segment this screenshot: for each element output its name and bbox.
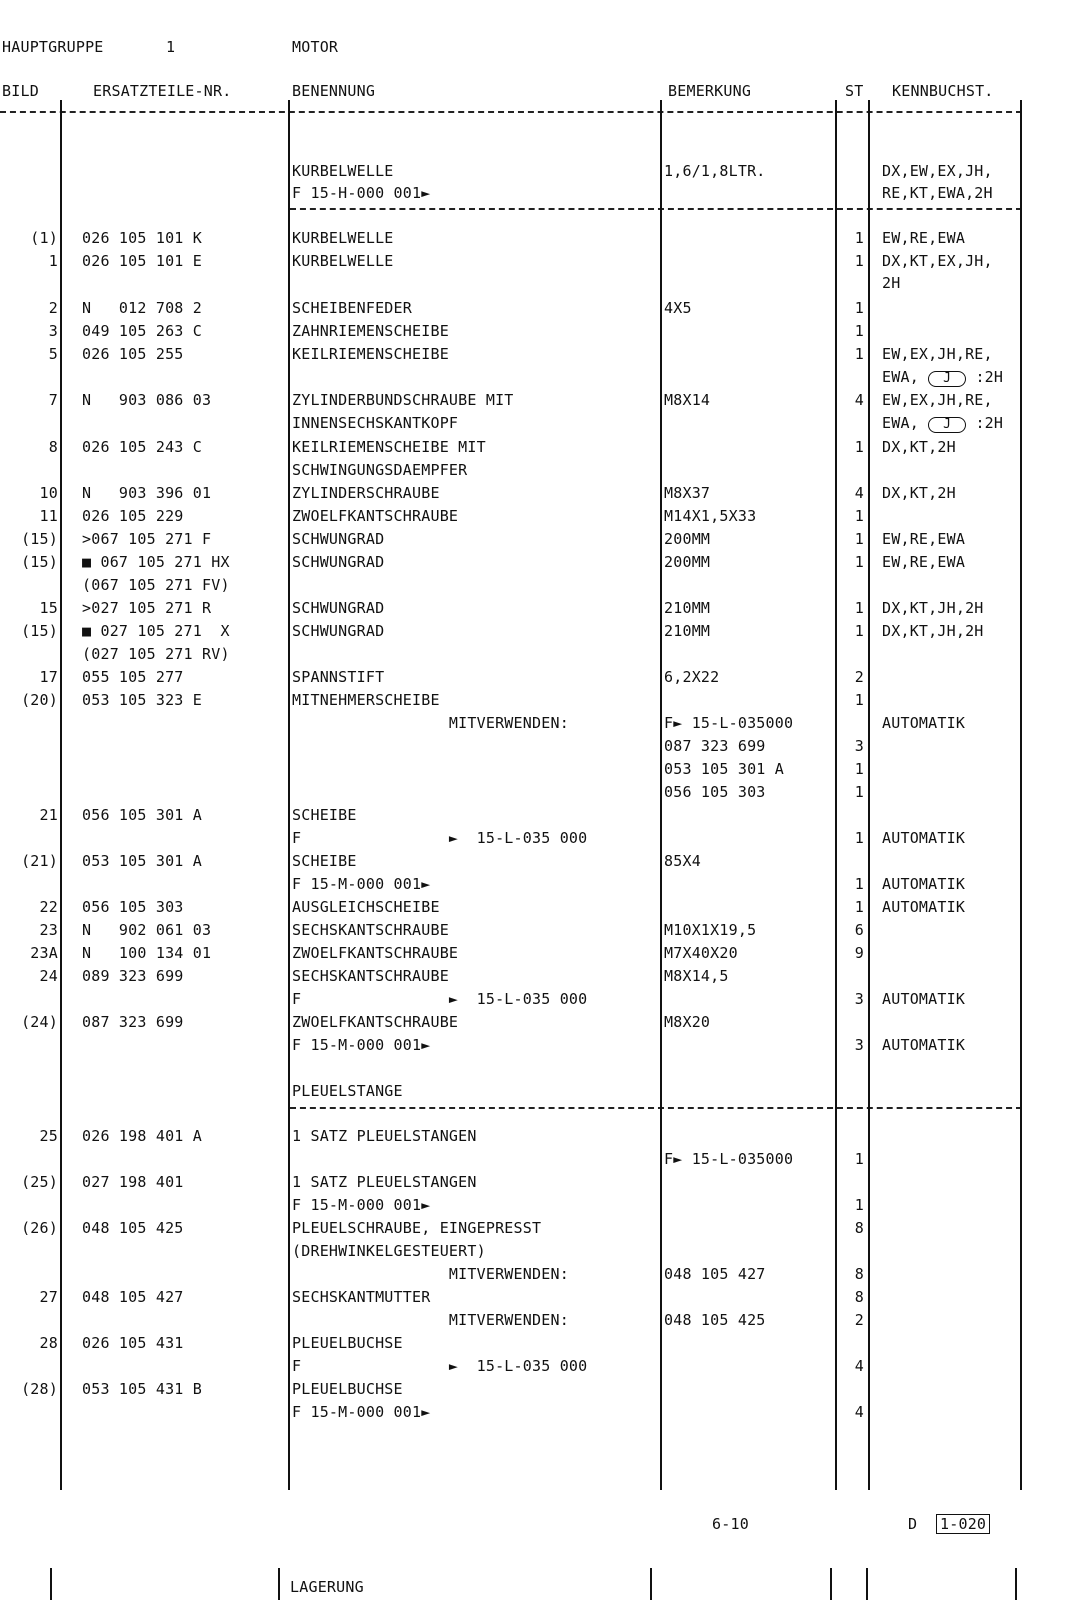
circled-letter-j: J	[928, 417, 966, 433]
cell-name: F 15-M-000 001►	[292, 1036, 431, 1054]
cell-name: 1 SATZ PLEUELSTANGEN	[292, 1127, 477, 1145]
cell-name: F 15-M-000 001►	[292, 875, 431, 893]
cell-name: ZWOELFKANTSCHRAUBE	[292, 507, 459, 525]
cell-kenn: RE,KT,EWA,2H	[882, 184, 993, 202]
group-label: HAUPTGRUPPE	[2, 38, 104, 56]
cell-kenn: DX,KT,JH,2H	[882, 599, 984, 617]
column-divider	[1020, 100, 1022, 1490]
cell-bild: 23A	[30, 944, 58, 962]
cell-part: ■ 067 105 271 HX	[82, 553, 230, 571]
cell-bem: M8X14,5	[664, 967, 729, 985]
cell-name: MITVERWENDEN:	[292, 1265, 569, 1283]
cell-bild: (28)	[21, 1380, 58, 1398]
cell-name: SCHWUNGRAD	[292, 599, 385, 617]
cell-name: ZWOELFKANTSCHRAUBE	[292, 944, 459, 962]
cell-bem: 210MM	[664, 622, 711, 640]
cell-bem: M8X14	[664, 391, 711, 409]
cell-bem: 210MM	[664, 599, 711, 617]
catalog-code-prefix: D	[908, 1515, 918, 1533]
cell-kenn: EW,RE,EWA	[882, 229, 966, 247]
cell-name: SCHWUNGRAD	[292, 622, 385, 640]
cell-kenn: EW,RE,EWA	[882, 530, 966, 548]
cell-name: ZWOELFKANTSCHRAUBE	[292, 1013, 459, 1031]
cell-st: 1	[854, 1150, 864, 1168]
circled-letter-j: J	[928, 371, 966, 387]
column-divider	[866, 1568, 868, 1600]
cell-kenn: DX,EW,EX,JH,	[882, 162, 993, 180]
cell-bild: 22	[39, 898, 58, 916]
cell-part: 026 105 255	[82, 345, 184, 363]
cell-name: MITVERWENDEN:	[292, 1311, 569, 1329]
next-section-title: LAGERUNG	[290, 1578, 364, 1596]
cell-bild: 17	[39, 668, 58, 686]
cell-name: F 15-M-000 001►	[292, 1403, 431, 1421]
cell-name: KURBELWELLE	[292, 229, 394, 247]
cell-bem: 1,6/1,8LTR.	[664, 162, 766, 180]
cell-kenn: AUTOMATIK	[882, 898, 966, 916]
cell-bem: 053 105 301 A	[664, 760, 784, 778]
cell-st: 1	[854, 760, 864, 778]
catalog-code	[936, 1515, 990, 1533]
cell-part: >067 105 271 F	[82, 530, 212, 548]
col-header-kenn: KENNBUCHST.	[892, 82, 994, 100]
cell-part: 055 105 277	[82, 668, 184, 686]
cell-bild: 27	[39, 1288, 58, 1306]
cell-bem: 048 105 427	[664, 1265, 766, 1283]
cell-bem: 200MM	[664, 553, 711, 571]
cell-name: PLEUELBUCHSE	[292, 1334, 403, 1352]
ewa-note	[882, 414, 1003, 433]
cell-st: 4	[854, 1403, 864, 1421]
cell-bild: 7	[48, 391, 58, 409]
cell-name: KURBELWELLE	[292, 252, 394, 270]
section-rule-kurbelwelle	[290, 208, 1022, 212]
cell-name: F 15-M-000 001►	[292, 1196, 431, 1214]
col-header-part: ERSATZTEILE-NR.	[93, 82, 232, 100]
cell-name: ZYLINDERSCHRAUBE	[292, 484, 440, 502]
cell-st: 3	[854, 1036, 864, 1054]
cell-bild: 28	[39, 1334, 58, 1352]
cell-st: 1	[854, 438, 864, 456]
cell-name: KEILRIEMENSCHEIBE MIT	[292, 438, 486, 456]
cell-name: SPANNSTIFT	[292, 668, 385, 686]
cell-st: 1	[854, 898, 864, 916]
cell-name: SCHEIBE	[292, 852, 357, 870]
cell-bild: (15)	[21, 530, 58, 548]
column-divider	[650, 1568, 652, 1600]
cell-part: 026 105 243 C	[82, 438, 202, 456]
cell-st: 4	[854, 1357, 864, 1375]
cell-kenn: AUTOMATIK	[882, 990, 966, 1008]
cell-name: INNENSECHSKANTKOPF	[292, 414, 459, 432]
cell-bem: 200MM	[664, 530, 711, 548]
cell-bild: (15)	[21, 622, 58, 640]
cell-bild: (24)	[21, 1013, 58, 1031]
cell-part: N 012 708 2	[82, 299, 202, 317]
cell-name: SECHSKANTSCHRAUBE	[292, 967, 449, 985]
cell-bild: (20)	[21, 691, 58, 709]
cell-part: 087 323 699	[82, 1013, 184, 1031]
cell-part: 053 105 323 E	[82, 691, 202, 709]
cell-kenn: AUTOMATIK	[882, 829, 966, 847]
cell-st: 1	[854, 229, 864, 247]
cell-bild: 24	[39, 967, 58, 985]
cell-name: SECHSKANTMUTTER	[292, 1288, 431, 1306]
cell-part: N 100 134 01	[82, 944, 212, 962]
cell-st: 1	[854, 622, 864, 640]
cell-name: PLEUELSCHRAUBE, EINGEPRESST	[292, 1219, 542, 1237]
cell-st: 1	[854, 829, 864, 847]
cell-part: >027 105 271 R	[82, 599, 212, 617]
ewa-prefix: EWA,	[882, 414, 919, 432]
cell-st: 1	[854, 507, 864, 525]
cell-part: 056 105 301 A	[82, 806, 202, 824]
cell-st: 6	[854, 921, 864, 939]
cell-st: 1	[854, 553, 864, 571]
cell-bild: 2	[48, 299, 58, 317]
cell-bem: 048 105 425	[664, 1311, 766, 1329]
column-divider	[868, 100, 870, 1490]
cell-bild: (26)	[21, 1219, 58, 1237]
cell-name: MITVERWENDEN:	[292, 714, 569, 732]
col-header-st: ST	[845, 82, 864, 100]
cell-bild: 8	[48, 438, 58, 456]
cell-name: SECHSKANTSCHRAUBE	[292, 921, 449, 939]
cell-st: 1	[854, 875, 864, 893]
cell-name: PLEUELBUCHSE	[292, 1380, 403, 1398]
ewa-suffix: :2H	[975, 368, 1004, 386]
cell-st: 2	[854, 1311, 864, 1329]
cell-st: 8	[854, 1288, 864, 1306]
cell-bem: M8X37	[664, 484, 711, 502]
cell-st: 9	[854, 944, 864, 962]
cell-kenn: DX,KT,2H	[882, 438, 956, 456]
cell-part: (027 105 271 RV)	[82, 645, 230, 663]
column-divider	[288, 100, 290, 1490]
cell-name: AUSGLEICHSCHEIBE	[292, 898, 440, 916]
cell-kenn: DX,KT,EX,JH,	[882, 252, 993, 270]
cell-part: 053 105 301 A	[82, 852, 202, 870]
cell-part: 026 105 101 E	[82, 252, 202, 270]
cell-kenn: AUTOMATIK	[882, 714, 966, 732]
column-divider	[660, 100, 662, 1490]
column-divider	[830, 1568, 832, 1600]
cell-bild: 1	[48, 252, 58, 270]
cell-name: PLEUELSTANGE	[292, 1082, 403, 1100]
group-name: MOTOR	[292, 38, 339, 56]
cell-bem: 85X4	[664, 852, 701, 870]
ewa-suffix: :2H	[975, 414, 1004, 432]
cell-bild: (21)	[21, 852, 58, 870]
ewa-prefix: EWA,	[882, 368, 919, 386]
cell-part: 048 105 427	[82, 1288, 184, 1306]
cell-kenn: 2H	[882, 274, 901, 292]
group-number: 1	[166, 38, 176, 56]
catalog-code-box: 1-020	[936, 1514, 990, 1534]
cell-name: F ► 15-L-035 000	[292, 829, 588, 847]
cell-st: 3	[854, 737, 864, 755]
cell-name: F ► 15-L-035 000	[292, 1357, 588, 1375]
cell-st: 1	[854, 252, 864, 270]
cell-bem: M14X1,5X33	[664, 507, 757, 525]
cell-part: N 903 086 03	[82, 391, 212, 409]
cell-name: SCHEIBE	[292, 806, 357, 824]
cell-bild: 10	[39, 484, 58, 502]
cell-name: SCHWUNGRAD	[292, 530, 385, 548]
cell-bem: 087 323 699	[664, 737, 766, 755]
column-divider	[60, 100, 62, 1490]
cell-part: N 903 396 01	[82, 484, 212, 502]
cell-kenn: AUTOMATIK	[882, 875, 966, 893]
cell-bem: 056 105 303	[664, 783, 766, 801]
cell-st: 1	[854, 530, 864, 548]
cell-st: 1	[854, 299, 864, 317]
col-header-bem: BEMERKUNG	[668, 82, 752, 100]
cell-name: KEILRIEMENSCHEIBE	[292, 345, 449, 363]
col-header-name: BENENNUNG	[292, 82, 376, 100]
cell-st: 8	[854, 1219, 864, 1237]
cell-name: SCHWUNGRAD	[292, 553, 385, 571]
cell-kenn: EW,RE,EWA	[882, 553, 966, 571]
ewa-note	[882, 368, 1003, 387]
cell-name: KURBELWELLE	[292, 162, 394, 180]
cell-bild: 21	[39, 806, 58, 824]
cell-st: 1	[854, 783, 864, 801]
cell-part: 089 323 699	[82, 967, 184, 985]
cell-kenn: DX,KT,JH,2H	[882, 622, 984, 640]
cell-part: 027 198 401	[82, 1173, 184, 1191]
cell-part: 026 198 401 A	[82, 1127, 202, 1145]
cell-kenn: EW,EX,JH,RE,	[882, 345, 993, 363]
cell-st: 1	[854, 691, 864, 709]
cell-bild: (15)	[21, 553, 58, 571]
cell-bem: 6,2X22	[664, 668, 720, 686]
cell-st: 8	[854, 1265, 864, 1283]
cell-bem: F► 15-L-035000	[664, 714, 794, 732]
page-number: 6-10	[712, 1515, 749, 1533]
cell-bem: 4X5	[664, 299, 692, 317]
column-divider	[50, 1568, 52, 1600]
cell-kenn: AUTOMATIK	[882, 1036, 966, 1054]
cell-bild: (1)	[30, 229, 58, 247]
cell-bem: M8X20	[664, 1013, 711, 1031]
cell-st: 2	[854, 668, 864, 686]
cell-part: 053 105 431 B	[82, 1380, 202, 1398]
cell-name: ZYLINDERBUNDSCHRAUBE MIT	[292, 391, 514, 409]
cell-kenn: DX,KT,2H	[882, 484, 956, 502]
cell-st: 1	[854, 345, 864, 363]
cell-part: 026 105 431	[82, 1334, 184, 1352]
cell-name: F ► 15-L-035 000	[292, 990, 588, 1008]
cell-bem: M10X1X19,5	[664, 921, 757, 939]
cell-bild: 15	[39, 599, 58, 617]
column-divider	[278, 1568, 280, 1600]
cell-part: 048 105 425	[82, 1219, 184, 1237]
cell-kenn: EW,EX,JH,RE,	[882, 391, 993, 409]
cell-bild: 3	[48, 322, 58, 340]
column-divider	[1015, 1568, 1017, 1600]
cell-part: 049 105 263 C	[82, 322, 202, 340]
cell-part: (067 105 271 FV)	[82, 576, 230, 594]
cell-st: 1	[854, 1196, 864, 1214]
cell-name: (DREHWINKELGESTEUERT)	[292, 1242, 486, 1260]
cell-name: ZAHNRIEMENSCHEIBE	[292, 322, 449, 340]
cell-name: F 15-H-000 001►	[292, 184, 431, 202]
cell-bild: 25	[39, 1127, 58, 1145]
cell-part: N 902 061 03	[82, 921, 212, 939]
cell-part: 056 105 303	[82, 898, 184, 916]
cell-name: SCHEIBENFEDER	[292, 299, 412, 317]
cell-st: 1	[854, 322, 864, 340]
col-header-bild: BILD	[2, 82, 39, 100]
cell-part: ■ 027 105 271 X	[82, 622, 230, 640]
cell-name: 1 SATZ PLEUELSTANGEN	[292, 1173, 477, 1191]
cell-st: 3	[854, 990, 864, 1008]
cell-st: 4	[854, 391, 864, 409]
cell-bild: (25)	[21, 1173, 58, 1191]
cell-part: 026 105 229	[82, 507, 184, 525]
section-rule-pleuelstange	[290, 1107, 1022, 1111]
cell-name: SCHWINGUNGSDAEMPFER	[292, 461, 468, 479]
cell-bild: 23	[39, 921, 58, 939]
cell-st: 4	[854, 484, 864, 502]
cell-name: MITNEHMERSCHEIBE	[292, 691, 440, 709]
cell-part: 026 105 101 K	[82, 229, 202, 247]
cell-bem: F► 15-L-035000	[664, 1150, 794, 1168]
cell-bild: 11	[39, 507, 58, 525]
cell-st: 1	[854, 599, 864, 617]
cell-bem: M7X40X20	[664, 944, 738, 962]
cell-bild: 5	[48, 345, 58, 363]
